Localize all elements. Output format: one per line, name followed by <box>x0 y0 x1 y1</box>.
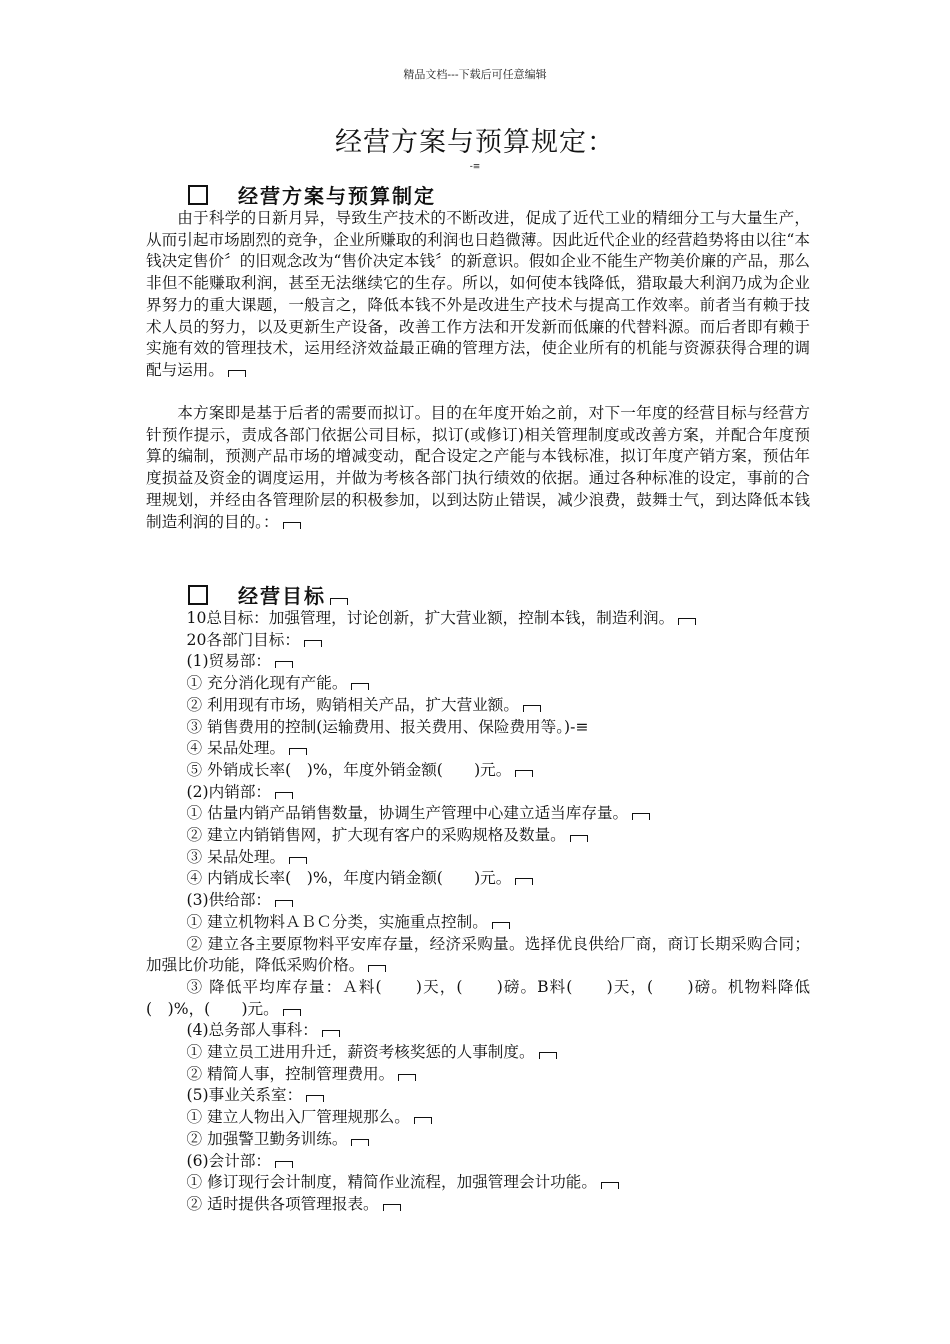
paragraph-mark-icon <box>322 1030 340 1037</box>
list-item-text: 10总目标：加强管理，讨论创新，扩大营业额，控制本钱，制造利润。 <box>186 609 675 627</box>
list-item-text: ② 建立各主要原物料平安库存量，经济采购量。选择优良供给厂商，商订长期采购合同；加强比价功能，降低采购价格。 <box>146 934 810 975</box>
checkbox-square-icon <box>188 185 208 205</box>
list-item-text: (1)贸易部： <box>186 652 272 671</box>
list-item-text: ③ 呆品处理。 <box>186 847 286 866</box>
list-item <box>146 1194 810 1216</box>
section-heading-2-text: 经营目标 <box>238 584 326 608</box>
list-item-text: ② 加强警卫勤务训练。 <box>186 1129 348 1148</box>
list-item-text: ① 修订现行会计制度，精简作业流程，加强管理会计功能。 <box>186 1173 597 1192</box>
paragraph-mark-icon <box>398 1074 416 1081</box>
list-item-text: (6)会计部： <box>186 1151 272 1170</box>
list-item <box>146 890 810 912</box>
list-item-text: (2)内销部： <box>186 782 272 801</box>
list-item <box>146 803 810 825</box>
list-item <box>146 695 810 717</box>
list-item <box>146 1085 810 1107</box>
paragraph-mark-icon <box>283 1009 301 1016</box>
list-item <box>146 673 810 695</box>
list-item <box>146 717 810 739</box>
list-item-text: ① 估量内销产品销售数量，协调生产管理中心建立适当库存量。 <box>186 804 629 823</box>
list-item-text: ② 利用现有市场，购销相关产品，扩大营业额。 <box>186 695 519 714</box>
paragraph-mark-icon <box>523 705 541 712</box>
list-item-text: ④ 内销成长率( )%，年度内销金额( )元。 <box>186 869 512 888</box>
list-item <box>146 977 810 1020</box>
list-item <box>146 630 810 652</box>
paragraph-mark-icon <box>632 813 650 820</box>
list-item-text: (5)事业关系室： <box>186 1086 303 1105</box>
list-item <box>146 1107 810 1129</box>
paragraph-mark-icon <box>275 661 293 668</box>
paragraph-mark-icon <box>304 640 322 647</box>
paragraph-mark-icon <box>289 748 307 755</box>
paragraph-mark-icon <box>351 683 369 690</box>
paragraph-mark-icon <box>539 1052 557 1059</box>
list-item <box>146 934 810 977</box>
section-heading-1 <box>188 180 436 209</box>
list-item <box>146 1042 810 1064</box>
list-item <box>146 738 810 760</box>
paragraph-2 <box>146 403 810 533</box>
paragraph-mark-icon <box>570 835 588 842</box>
list-item <box>146 1020 810 1042</box>
paragraph-mark-icon <box>289 857 307 864</box>
list-item-text: ② 适时提供各项管理报表。 <box>186 1194 379 1213</box>
list-item <box>146 1151 810 1173</box>
list-item-text: ① 建立员工进用升迁，薪资考核奖惩的人事制度。 <box>186 1043 535 1062</box>
list-item <box>146 608 810 630</box>
paragraph-mark-icon <box>678 618 696 625</box>
paragraph-mark-icon <box>283 522 301 529</box>
list-item <box>146 651 810 673</box>
list-item-text: (4)总务部人事科： <box>186 1021 318 1040</box>
paragraph-mark-icon <box>515 770 533 777</box>
list-item <box>146 847 810 869</box>
header-note: 精品文档---下载后可任意编辑 <box>403 68 547 81</box>
list-item <box>146 782 810 804</box>
paragraph-mark-icon <box>414 1117 432 1124</box>
paragraph-2-text: 本方案即是基于后者的需要而拟订。目的在年度开始之前，对下一年度的经营目标与经营方针预作提示，责成各部门依据公司目标，拟订(或修订)相关管理制度或改善方案，并配合年度预算的编制，预测产品市场的增减变动，配合设定之产能与本钱标准，拟订年度产销方案，预估年度损益及资金的调度运用，并做为考核各部门执行绩效的依据。通过各种标准的设定，事前的合理规划，并经由各管理阶层的积极参加，以到达防止错误，减少浪费，鼓舞士气，到达降低本钱制造利润的目的。： <box>146 404 810 531</box>
list-item <box>146 868 810 890</box>
paragraph-mark-icon <box>515 878 533 885</box>
checkbox-square-icon <box>188 585 208 605</box>
paragraph-mark-icon <box>306 1095 324 1102</box>
paragraph-mark-icon <box>368 965 386 972</box>
list-item-text: ③ 销售费用的控制(运输费用、报关费用、保险费用等。)-≡ <box>186 717 589 736</box>
list-item-text: ① 建立人物出入厂管理规那么。 <box>186 1108 410 1127</box>
list-item <box>146 1064 810 1086</box>
page-title: 经营方案与预算规定： <box>335 127 615 158</box>
goal-list <box>146 608 810 1216</box>
list-item <box>146 825 810 847</box>
list-item-text: ③ 降低平均库存量：Ａ料( )天，( )磅。B料( )天，( )磅。机物料降低( )%，( )元。 <box>146 977 810 1018</box>
list-item-text: ④ 呆品处理。 <box>186 739 286 758</box>
paragraph-mark-icon <box>492 922 510 929</box>
paragraph-mark-icon <box>601 1182 619 1189</box>
list-item-text: ⑤ 外销成长率( )%，年度外销金额( )元。 <box>186 760 512 779</box>
paragraph-mark-icon <box>275 900 293 907</box>
paragraph-mark-icon <box>351 1139 369 1146</box>
list-item-text: ② 精简人事，控制管理费用。 <box>186 1064 395 1083</box>
list-item-text: ① 充分消化现有产能。 <box>186 674 348 693</box>
paragraph-mark-icon <box>275 792 293 799</box>
section-heading-2 <box>188 580 348 609</box>
list-item <box>146 760 810 782</box>
paragraph-mark-icon <box>383 1204 401 1211</box>
title-sub-mark: -≡ <box>469 162 481 172</box>
paragraph-mark-icon <box>330 598 348 605</box>
list-item <box>146 1129 810 1151</box>
list-item <box>146 1172 810 1194</box>
paragraph-mark-icon <box>228 370 246 377</box>
paragraph-mark-icon <box>275 1161 293 1168</box>
paragraph-1-text: 由于科学的日新月异，导致生产技术的不断改进，促成了近代工业的精细分工与大量生产，从而引起市场剧烈的竞争，企业所赚取的利润也日趋微薄。因此近代企业的经营趋势将由以往“本钱决定售价〞的旧观念改为“售价决定本钱〞的新意识。假如企业不能生产物美价廉的产品，那么非但不能赚取利润，甚至无法继续它的生存。所以，如何使本钱降低，猎取最大利润乃成为企业界努力的重大课题，一般言之，降低本钱不外是改进生产技术与提高工作效率。前者当有赖于技术人员的努力，以及更新生产设备，改善工作方法和开发新而低廉的代替料源。而后者即有赖于实施有效的管理技术，运用经济效益最正确的管理方法，使企业所有的机能与资源获得合理的调配与运用。 <box>146 209 810 379</box>
section-heading-1-text: 经营方案与预算制定 <box>238 184 436 208</box>
list-item <box>146 912 810 934</box>
list-item-text: ② 建立内销销售网，扩大现有客户的采购规格及数量。 <box>186 826 566 845</box>
list-item-text: ① 建立机物料ＡＢＣ分类，实施重点控制。 <box>186 912 488 931</box>
paragraph-1 <box>146 208 810 382</box>
list-item-text: 20各部门目标： <box>186 630 300 649</box>
list-item-text: (3)供给部： <box>186 891 272 910</box>
